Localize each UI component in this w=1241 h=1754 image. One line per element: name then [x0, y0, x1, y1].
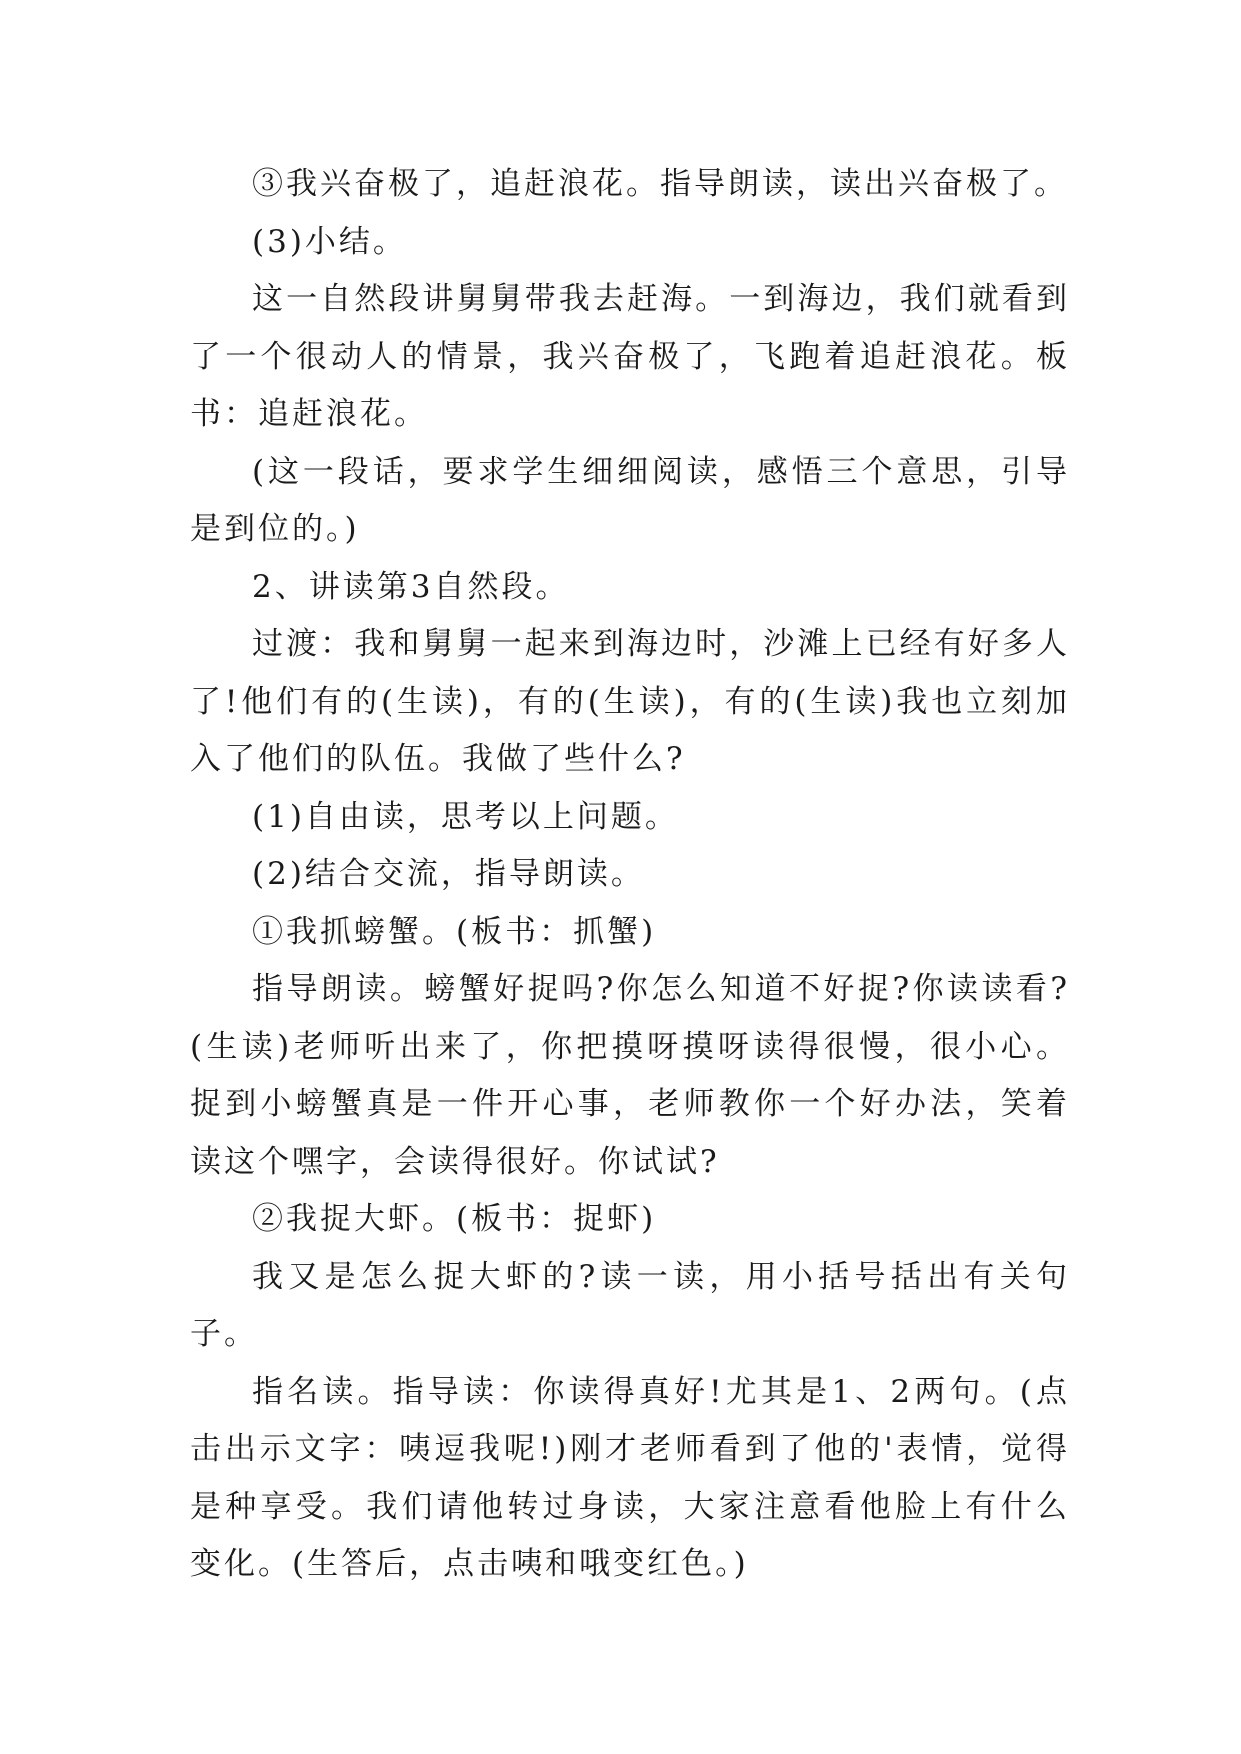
paragraph: 2、讲读第3自然段。: [252, 568, 570, 605]
paragraph: 我又是怎么捉大虾的?读一读，用小括号括出有关句子。: [190, 1258, 1070, 1352]
document-body: [190, 156, 1070, 1594]
paragraph: 这一自然段讲舅舅带我去赶海。一到海边，我们就看到了一个很动人的情景，我兴奋极了，飞跑着追赶浪花。板书：追赶浪花。: [190, 281, 1070, 432]
paragraph: ②我捉大虾。(板书：捉虾): [252, 1201, 657, 1237]
paragraph: 指名读。指导读：你读得真好!尤其是1、2两句。(点击出示文字：咦逗我呢!)刚才老师看到了他的'表情，觉得是种享受。我们请他转过身读，大家注意看他脸上有什么变化。(生答后，点击咦和哦变红色。): [190, 1373, 1070, 1582]
paragraph: ③我兴奋极了，追赶浪花。指导朗读，读出兴奋极了。: [252, 166, 1068, 202]
paragraph: (这一段话，要求学生细细阅读，感悟三个意思，引导是到位的。): [190, 453, 1070, 547]
paragraph: 指导朗读。螃蟹好捉吗?你怎么知道不好捉?你读读看?(生读)老师听出来了，你把摸呀摸呀读得很慢，很小心。捉到小螃蟹真是一件开心事，老师教你一个好办法，笑着读这个嘿字，会读得很好。你试试?: [190, 971, 1070, 1180]
paragraph: (1)自由读，思考以上问题。: [252, 798, 679, 835]
paragraph: (3)小结。: [252, 223, 407, 260]
paragraph: 过渡：我和舅舅一起来到海边时，沙滩上已经有好多人了!他们有的(生读)，有的(生读)，有的(生读)我也立刻加入了他们的队伍。我做了些什么?: [190, 626, 1070, 777]
paragraph: (2)结合交流，指导朗读。: [252, 856, 645, 892]
paragraph: ①我抓螃蟹。(板书：抓蟹): [252, 913, 657, 950]
